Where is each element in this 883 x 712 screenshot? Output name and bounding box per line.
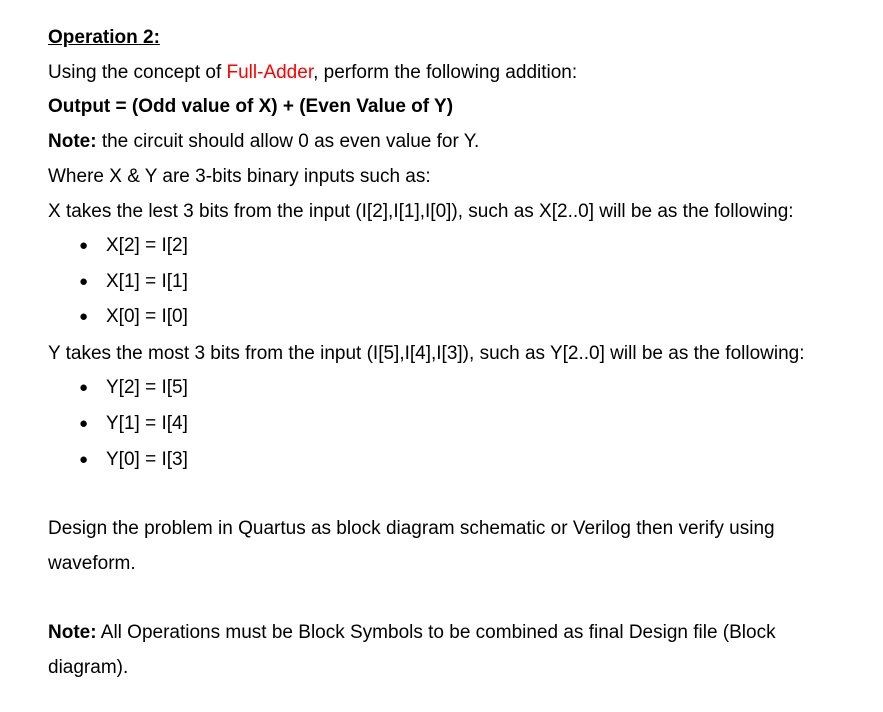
y-bullet-text: Y[2] = I[5] [106,377,188,398]
design-instruction-line2: waveform. [48,553,136,574]
operation-heading: Operation 2: [48,27,160,48]
x-bullet-text: X[0] = I[0] [106,306,188,327]
y-bullet-text: Y[0] = I[3] [106,449,188,470]
full-adder-term: Full-Adder [226,62,314,83]
x-bullet-item [79,234,188,258]
x-bullet-item [79,270,188,294]
bullet-icon: ● [79,237,89,254]
note-label: Note: [48,622,97,643]
bullet-icon: ● [79,308,89,325]
output-formula: Output = (Odd value of X) + (Even Value of Y) [48,96,454,117]
note-text: All Operations must be Block Symbols to be combined as final Design file (Block [96,622,776,643]
bullet-icon: ● [79,451,89,468]
bullet-icon: ● [79,415,89,432]
note-label: Note: [48,131,97,152]
x-bullet-text: X[1] = I[1] [106,271,188,292]
y-description: Y takes the most 3 bits from the input (I[5],I[4],I[3]), such as Y[2..0] will be as the following: [48,343,805,364]
note-block-symbols-line2: diagram). [48,657,129,678]
note-block-symbols [48,621,776,645]
note-text: the circuit should allow 0 as even value for Y. [96,131,480,152]
y-bullet-text: Y[1] = I[4] [106,413,188,434]
x-description: X takes the lest 3 bits from the input (I[2],I[1],I[0]), such as X[2..0] will be as the following: [48,201,794,222]
intro-prefix: Using the concept of [48,62,227,83]
intro-suffix: , perform the following addition: [313,62,578,83]
y-bullet-item [79,448,188,472]
where-line: Where X & Y are 3-bits binary inputs such as: [48,166,431,187]
note-even-zero [48,130,479,154]
x-bullet-item [79,305,188,329]
y-bullet-item [79,412,188,436]
design-instruction-line1: Design the problem in Quartus as block diagram schematic or Verilog then verify using [48,518,775,539]
x-bullet-text: X[2] = I[2] [106,235,188,256]
bullet-icon: ● [79,379,89,396]
intro-line [48,61,577,85]
bullet-icon: ● [79,273,89,290]
y-bullet-item [79,376,188,400]
